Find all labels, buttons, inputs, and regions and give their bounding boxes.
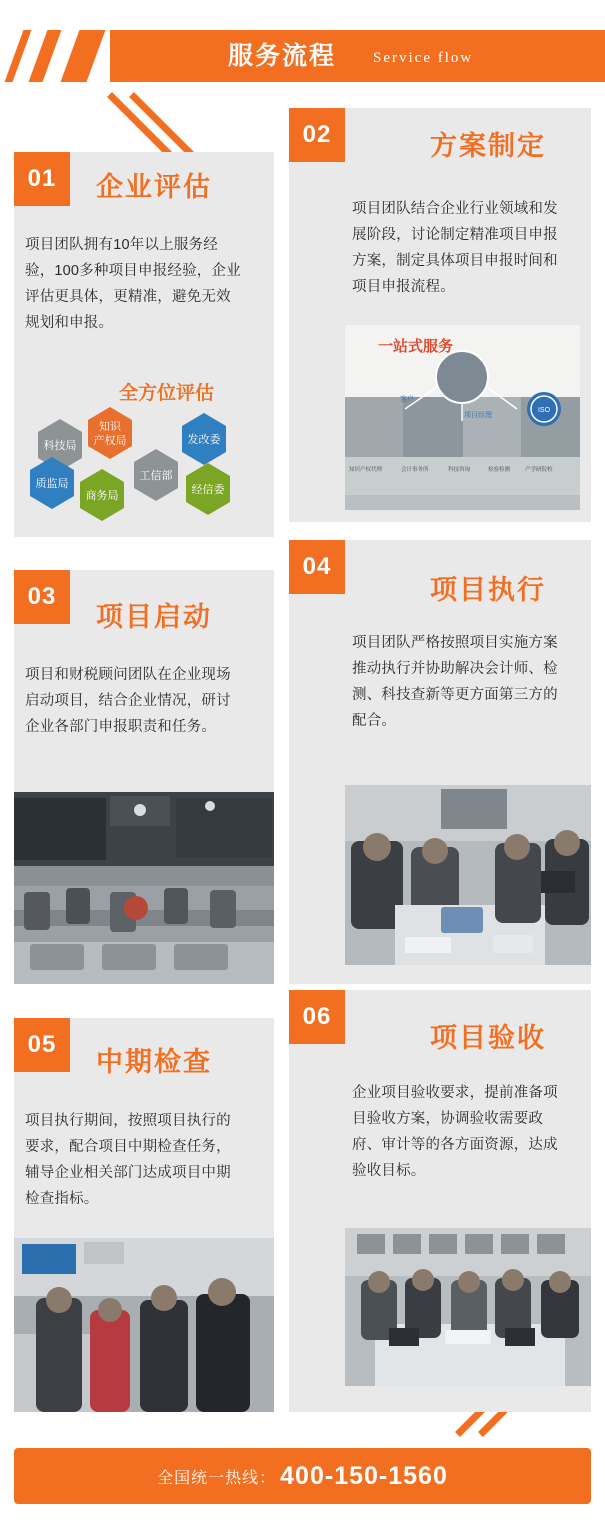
header-slash-small — [5, 30, 32, 82]
svg-text:产权局: 产权局 — [93, 435, 127, 447]
step-title-02: 方案制定 — [430, 131, 546, 161]
svg-text:会计事务所: 会计事务所 — [401, 467, 429, 473]
step-title-04: 项目执行 — [430, 575, 546, 605]
step-body-05: 项目执行期间，按照项目执行的要求，配合项目中期检查任务，辅导企业相关部门达成项目中期检查指标。 — [25, 1113, 231, 1207]
evaluation-hexagon-graphic — [14, 370, 274, 537]
step-body-03: 项目和财税顾问团队在企业现场启动项目，结合企业情况，研讨企业各部门申报职责和任务。 — [25, 667, 231, 735]
svg-text:发改委: 发改委 — [187, 434, 221, 446]
header-slash-medium — [29, 30, 62, 82]
step-number-06: 06 — [289, 990, 345, 1044]
lobby-visit-photo — [14, 1238, 274, 1412]
acceptance-meeting-photo — [345, 1228, 591, 1386]
hotline-number: 400-150-1560 — [280, 1461, 448, 1490]
svg-text:经信委: 经信委 — [191, 484, 225, 496]
conference-table-photo — [345, 785, 591, 965]
svg-text:全方位评估: 全方位评估 — [119, 383, 215, 404]
step-number-01: 01 — [14, 152, 70, 206]
meeting-room-photo-svg — [14, 792, 274, 984]
svg-text:科技咨询: 科技咨询 — [448, 467, 471, 473]
hotline-label: 全国统一热线： — [157, 1469, 277, 1487]
lobby-visit-photo-svg — [14, 1238, 274, 1412]
conference-table-photo-svg — [345, 785, 591, 965]
step-body-02: 项目团队结合企业行业领域和发展阶段，讨论制定精准项目申报方案，制定具体项目申报时间和项目申报流程。 — [352, 201, 558, 295]
one-stop-service-svg — [345, 325, 580, 510]
svg-text:科技局: 科技局 — [43, 440, 77, 452]
svg-text:ISO: ISO — [537, 407, 551, 414]
page-title: 服务流程 — [228, 42, 337, 70]
step-title-05: 中期检查 — [96, 1047, 212, 1077]
hexagon-diagram-svg — [14, 370, 274, 537]
step-body-04: 项目团队严格按照项目实施方案推动执行并协助解决会计师、检测、科技查新等更方面第三方的配合。 — [352, 635, 558, 729]
svg-text:一站式服务: 一站式服务 — [378, 338, 454, 355]
svg-text:客户: 客户 — [400, 396, 414, 403]
page-subtitle: Service flow — [373, 50, 474, 66]
svg-text:质监局: 质监局 — [35, 478, 69, 490]
step-body-01: 项目团队拥有10年以上服务经验，100多种项目申报经验，企业评估更具体，更精准，避免无效规划和申报。 — [25, 237, 241, 331]
step-number-04: 04 — [289, 540, 345, 594]
header-slash-large — [61, 30, 106, 82]
svg-text:知识产权代理: 知识产权代理 — [349, 467, 383, 473]
svg-text:知识: 知识 — [99, 421, 121, 433]
step-number-05: 05 — [14, 1018, 70, 1072]
acceptance-meeting-photo-svg — [345, 1228, 591, 1386]
svg-text:工信部: 工信部 — [139, 470, 173, 482]
step-title-03: 项目启动 — [96, 602, 212, 632]
svg-text:产学研院校: 产学研院校 — [525, 467, 553, 473]
header — [0, 0, 605, 92]
meeting-room-photo — [14, 792, 274, 984]
svg-text:商务局: 商务局 — [85, 490, 119, 502]
hotline — [14, 1448, 591, 1504]
step-body-06: 企业项目验收要求，提前准备项目验收方案，协调验收需要政府、审计等的各方面资源，达成验收目标。 — [352, 1085, 558, 1179]
svg-text:检验检测: 检验检测 — [488, 467, 511, 473]
step-title-06: 项目验收 — [430, 1023, 546, 1053]
step-number-02: 02 — [289, 108, 345, 162]
svg-text:项目经理: 项目经理 — [464, 412, 492, 419]
header-bar — [110, 30, 605, 82]
step-number-03: 03 — [14, 570, 70, 624]
step-title-01: 企业评估 — [96, 172, 212, 202]
one-stop-service-graphic — [345, 325, 580, 510]
